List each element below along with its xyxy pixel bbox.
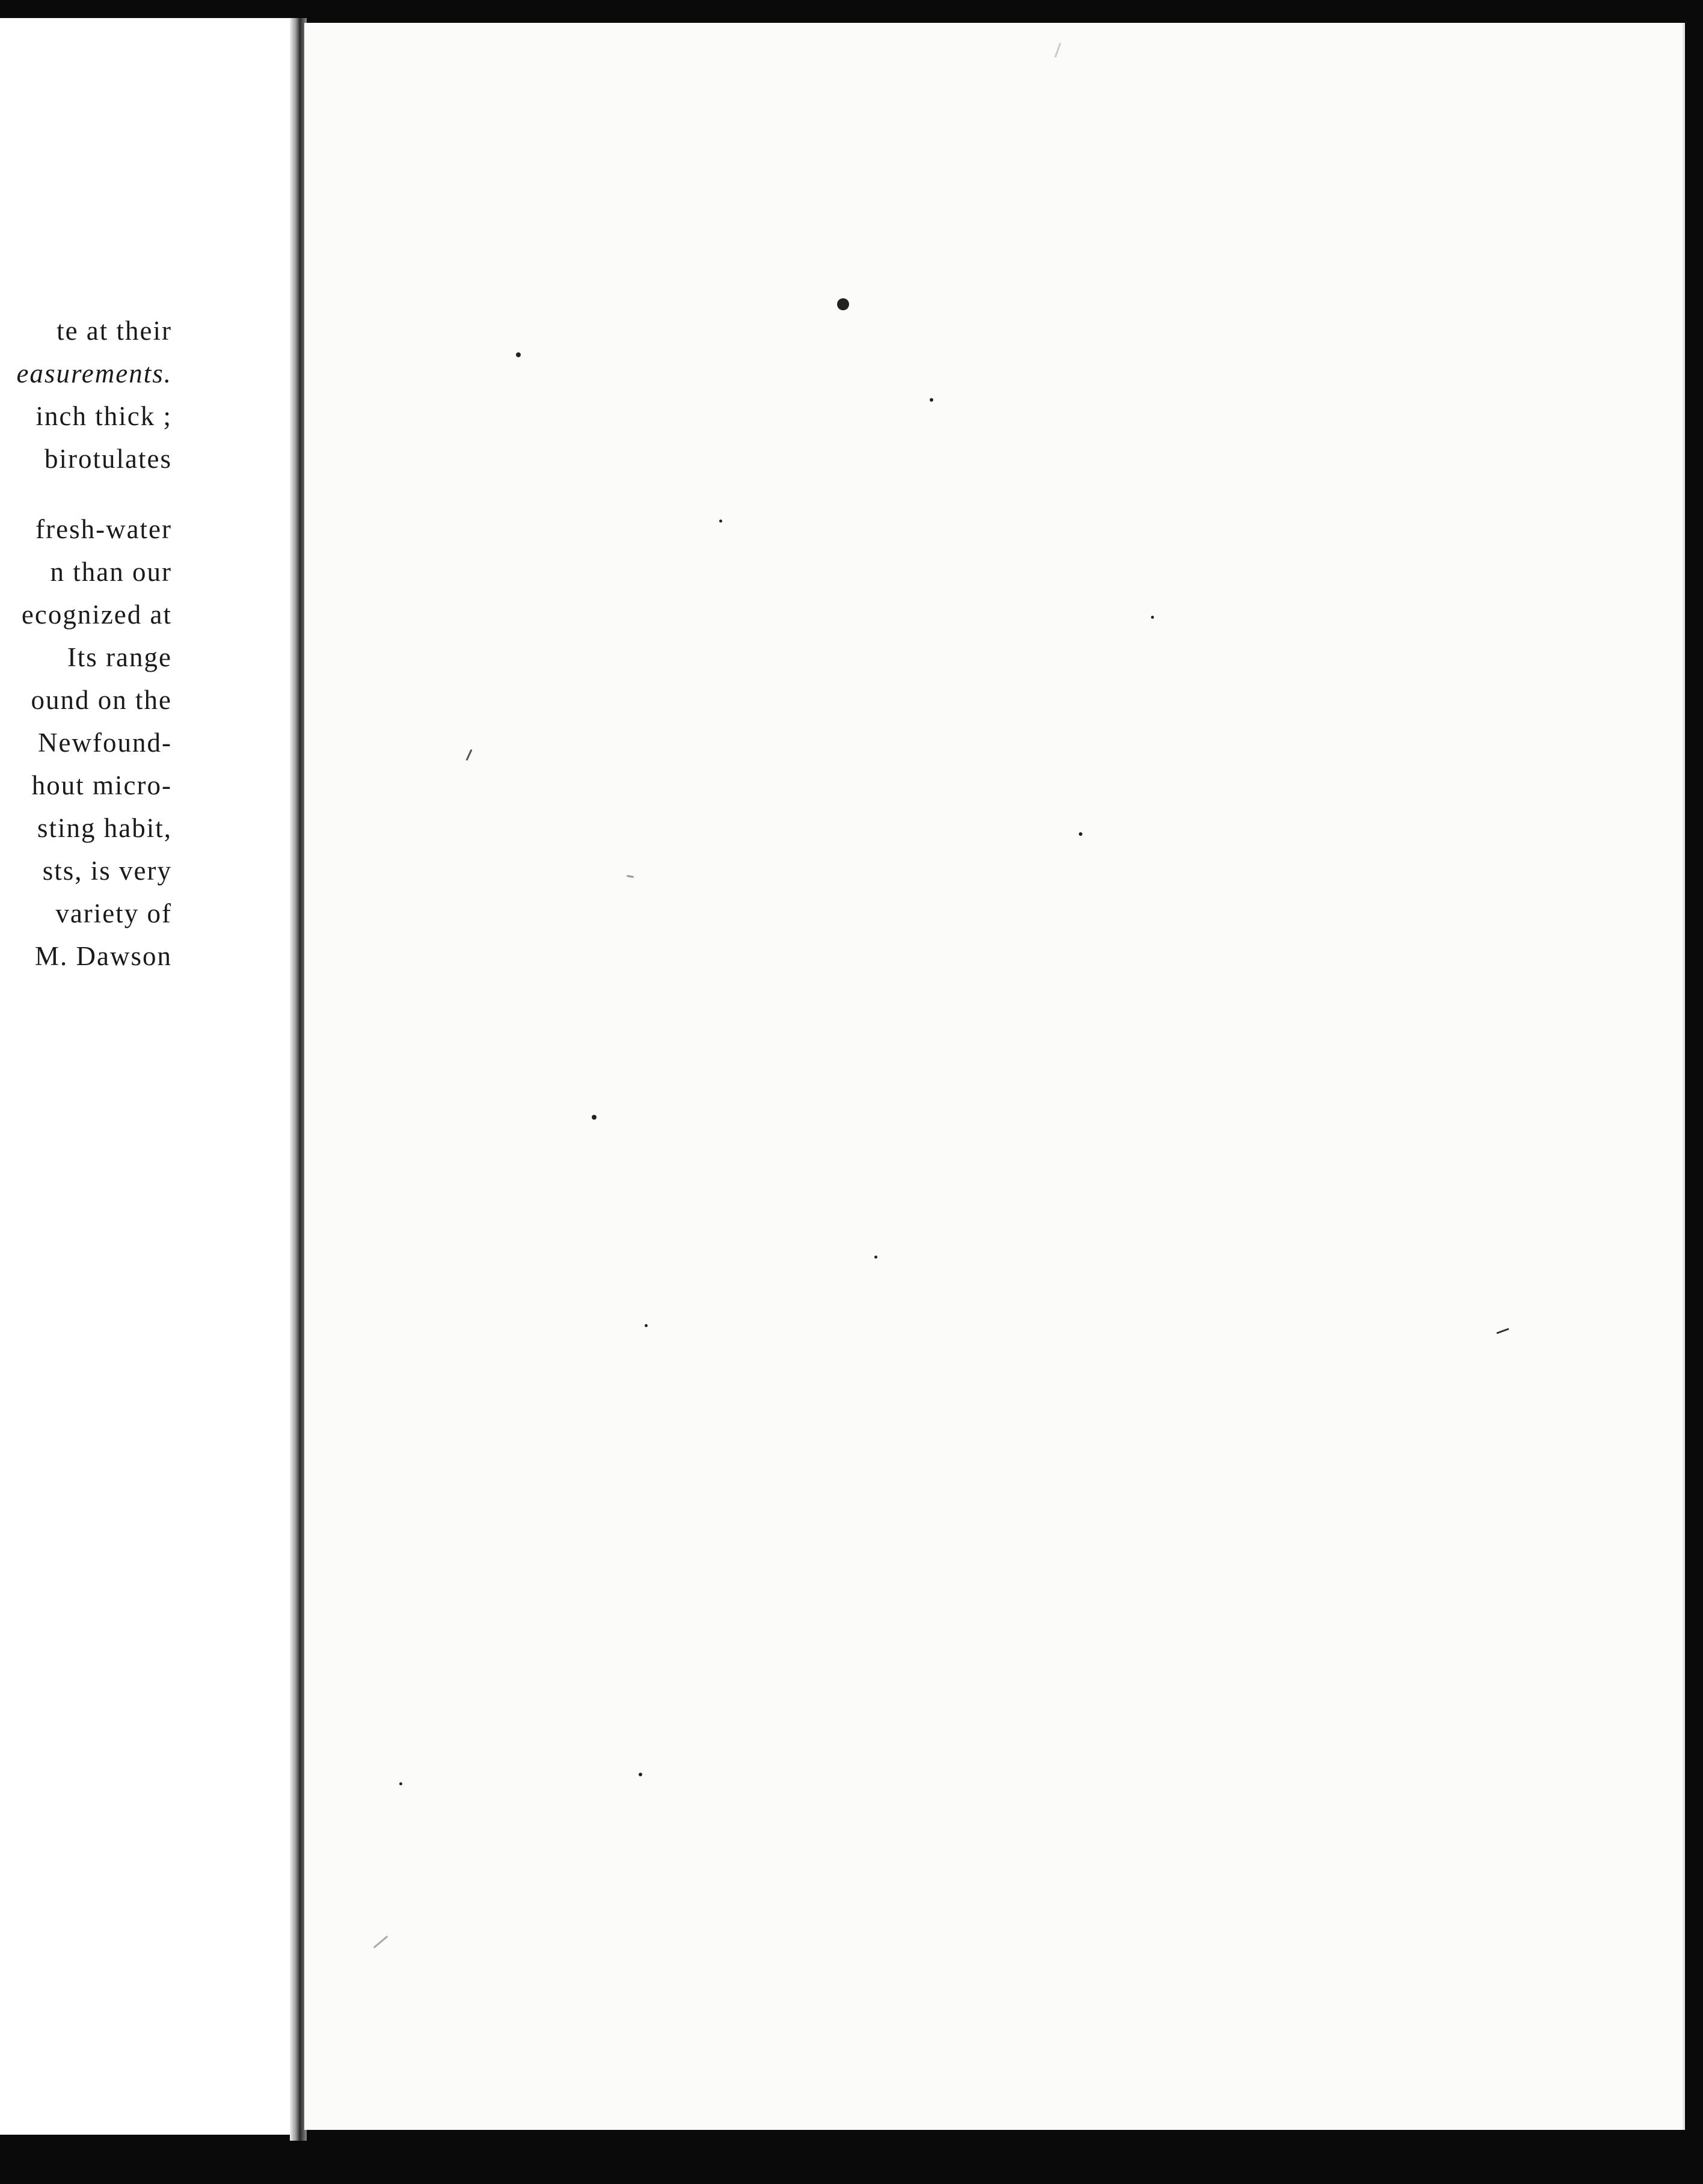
- paper-speck: [639, 1773, 642, 1776]
- left-page: [0, 18, 292, 2135]
- text-line: ecognized at: [21, 600, 172, 630]
- paper-speck: [719, 520, 722, 523]
- paper-speck: [874, 1256, 877, 1259]
- text-line: birotulates: [44, 444, 172, 474]
- text-line: M. Dawson: [35, 941, 172, 971]
- text-line: ound on the: [31, 685, 172, 715]
- text-line: easurements.: [16, 358, 172, 388]
- paper-speck: [930, 398, 933, 402]
- text-line: variety of: [55, 898, 172, 928]
- text-line: sts, is very: [42, 856, 172, 886]
- left-page-text: [0, 310, 172, 978]
- text-line: n than our: [50, 557, 172, 587]
- paper-speck: [399, 1782, 402, 1785]
- text-line: hout micro-: [31, 770, 172, 800]
- paper-speck: [837, 298, 849, 310]
- text-line: fresh-water: [35, 514, 172, 544]
- paper-speck: [1151, 616, 1154, 619]
- paper-speck: [592, 1115, 597, 1120]
- paper-mark: [1496, 1328, 1509, 1334]
- paper-mark: [465, 749, 472, 761]
- paper-mark: [1054, 43, 1061, 58]
- text-line: Its range: [67, 642, 172, 672]
- paper-speck: [1079, 832, 1082, 836]
- paper-mark: [627, 875, 634, 878]
- paper-speck: [516, 352, 521, 357]
- text-line: sting habit,: [37, 813, 172, 843]
- paper-speck: [645, 1324, 648, 1327]
- text-line: te at their: [57, 316, 172, 346]
- paper-mark: [373, 1936, 388, 1949]
- right-page-blank: [304, 23, 1685, 2130]
- text-line: Newfound-: [38, 728, 172, 758]
- text-line: inch thick ;: [35, 401, 172, 431]
